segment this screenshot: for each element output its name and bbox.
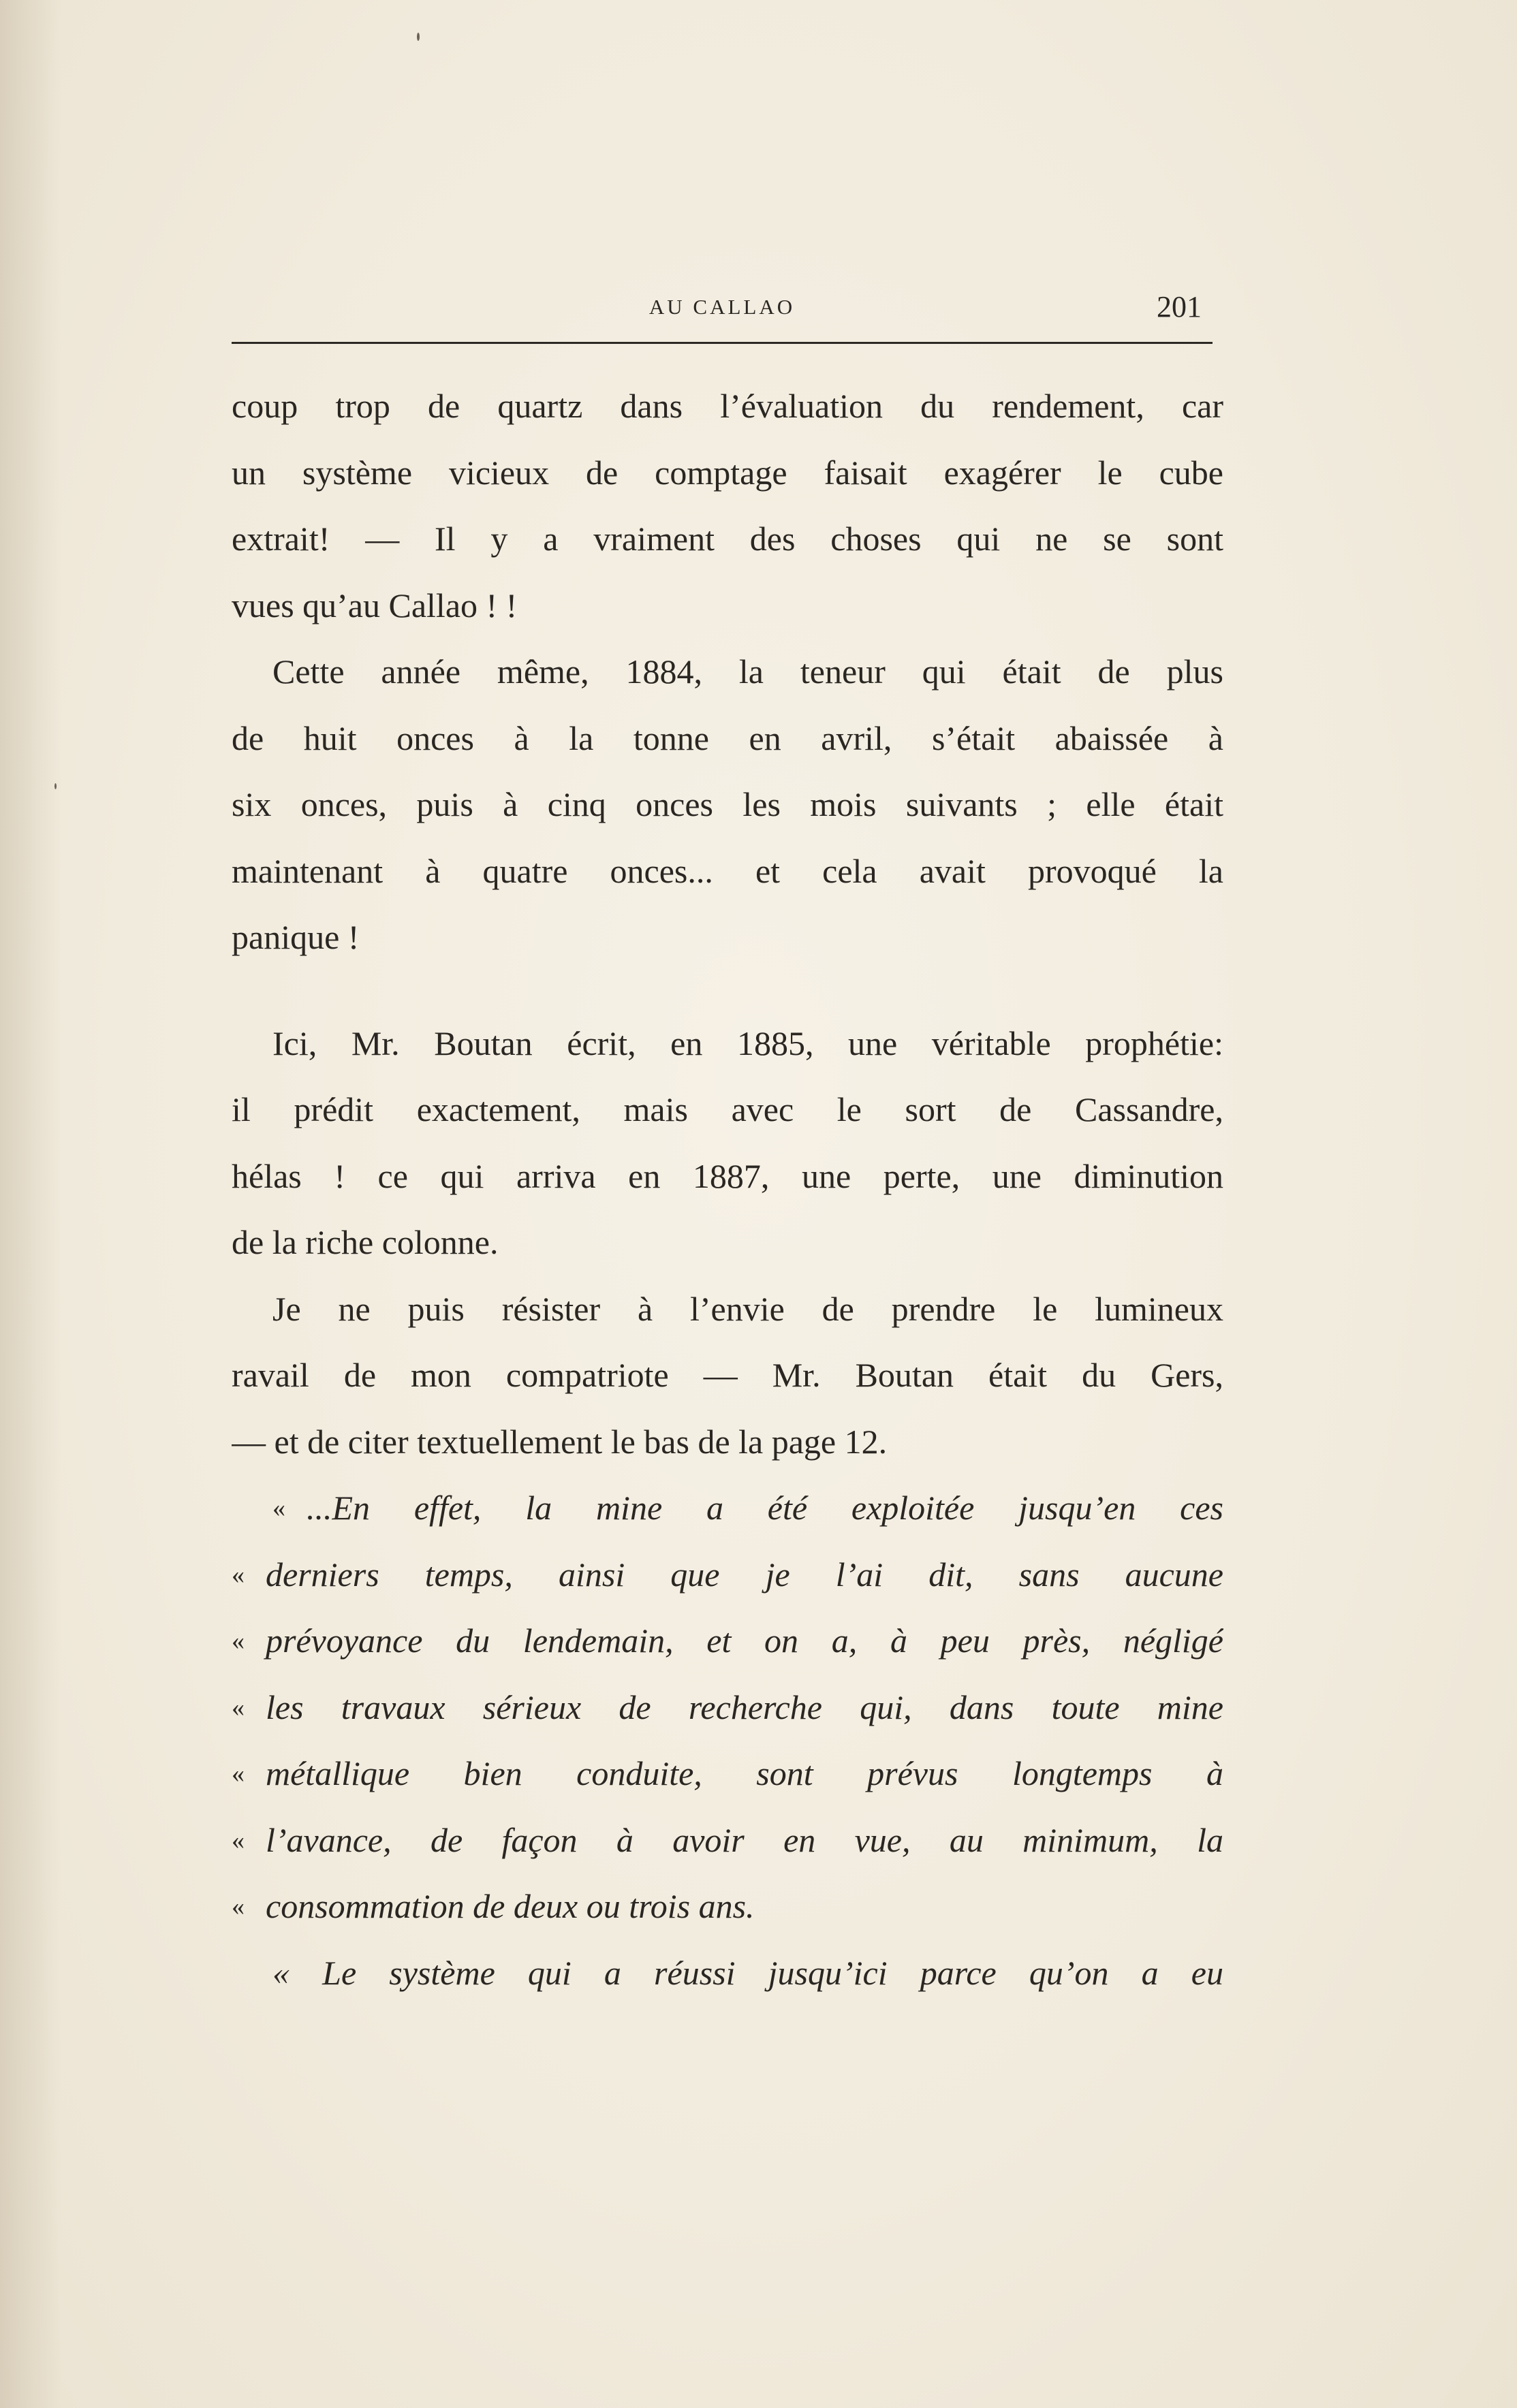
quote-line: « Le système qui a réussi jusqu’ici parce qu’on a eu: [272, 1953, 1223, 1992]
text-line: vues qu’au Callao ! !: [232, 586, 518, 624]
header-rule: [232, 342, 1213, 344]
text-line: il prédit exactement, mais avec le sort de Cassandre,: [232, 1090, 1223, 1128]
section-gap: [232, 971, 1223, 1011]
running-title: AU CALLAO: [648, 295, 796, 319]
quote-line: [232, 1475, 1223, 1542]
quote-mark: «: [232, 1560, 245, 1589]
text-line: Cette année même, 1884, la teneur qui était de plus: [272, 652, 1223, 691]
text-line: maintenant à quatre onces... et cela avait provoqué la: [232, 851, 1223, 890]
quote-text: l’avance, de façon à avoir en vue, au minimum, la: [266, 1820, 1223, 1859]
paragraph-1: [232, 373, 1223, 639]
quote-mark: «: [232, 1826, 245, 1855]
text-line: — et de citer textuellement le bas de la page 12.: [232, 1422, 888, 1461]
paper-fleck: [417, 33, 420, 41]
quote-mark: «: [232, 1627, 245, 1656]
paragraph-2: [232, 639, 1223, 971]
quote-line: [232, 1807, 1223, 1874]
quote-text: consommation de deux ou trois ans.: [266, 1887, 755, 1925]
quote-mark: «: [272, 1494, 285, 1523]
gutter-shadow: [0, 0, 61, 2408]
text-line: coup trop de quartz dans l’évaluation du rendement, car: [232, 387, 1223, 425]
paragraph-3: [232, 1011, 1223, 1276]
running-head: [232, 289, 1213, 330]
quote-line: [232, 1873, 1223, 1940]
paragraph-4: [232, 1276, 1223, 1476]
block-quote: [232, 1475, 1223, 2006]
text-line: ravail de mon compatriote — Mr. Boutan était du Gers,: [232, 1356, 1223, 1394]
text-line: panique !: [232, 918, 360, 956]
text-line: un système vicieux de comptage faisait exagérer le cube: [232, 453, 1223, 492]
quote-text: métallique bien conduite, sont prévus longtemps à: [266, 1754, 1223, 1792]
quote-text: ...En effet, la mine a été exploitée jusqu’en ces: [307, 1489, 1223, 1527]
text-line: six onces, puis à cinq onces les mois suivants ; elle était: [232, 785, 1223, 823]
text-line: extrait! — Il y a vraiment des choses qui ne se sont: [232, 520, 1223, 558]
text-line: Ici, Mr. Boutan écrit, en 1885, une véritable prophétie:: [272, 1024, 1223, 1062]
quote-mark: «: [232, 1693, 245, 1722]
quote-text: prévoyance du lendemain, et on a, à peu près, négligé: [266, 1621, 1223, 1660]
text-line: Je ne puis résister à l’envie de prendre le lumineux: [272, 1289, 1223, 1328]
quote-text: derniers temps, ainsi que je l’ai dit, sans aucune: [266, 1555, 1223, 1594]
paper-fleck: [54, 783, 57, 789]
quote-line: [232, 1675, 1223, 1741]
quote-text: les travaux sérieux de recherche qui, dans toute mine: [266, 1688, 1223, 1726]
body-text: [232, 373, 1223, 2006]
text-line: de la riche colonne.: [232, 1223, 499, 1261]
quote-line: [232, 1608, 1223, 1675]
quote-mark: «: [232, 1760, 245, 1788]
page-number: 201: [1157, 290, 1202, 323]
quote-line: [232, 1542, 1223, 1609]
quote-line: [232, 1741, 1223, 1807]
quote-mark: «: [232, 1892, 245, 1921]
text-line: de huit onces à la tonne en avril, s’était abaissée à: [232, 718, 1223, 757]
text-line: hélas ! ce qui arriva en 1887, une perte, une diminution: [232, 1156, 1223, 1195]
